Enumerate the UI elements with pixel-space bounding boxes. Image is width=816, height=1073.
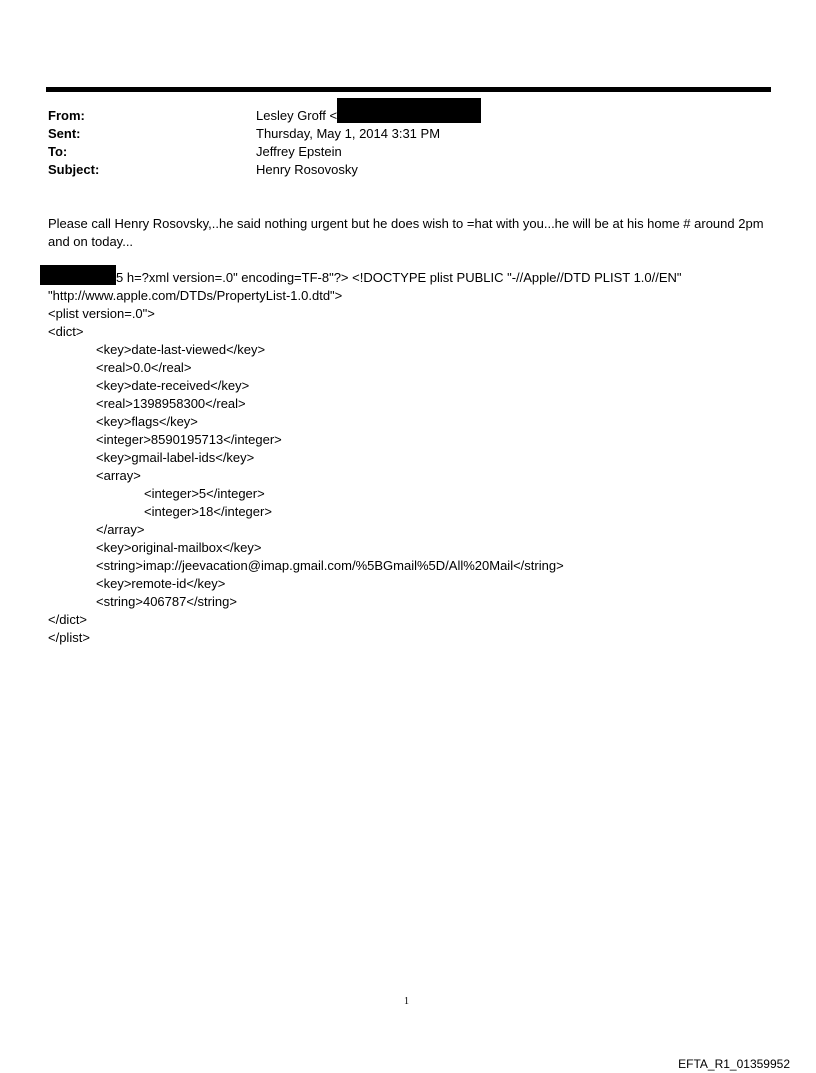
plist-first-line-text: 5 h=?xml version=.0" encoding=TF-8"?> <!DOCTYPE plist PUBLIC "-//Apple//DTD PLIST 1.0//EN" <box>116 270 682 285</box>
plist-line: <real>0.0</real> <box>96 360 192 375</box>
plist-line: <key>date-last-viewed</key> <box>96 342 266 357</box>
sent-value: Thursday, May 1, 2014 3:31 PM <box>256 126 441 141</box>
plist-first-line <box>48 269 788 287</box>
to-label: To: <box>48 144 68 159</box>
sent-label: Sent: <box>48 126 81 141</box>
plist-block <box>48 269 788 647</box>
from-value <box>256 107 481 125</box>
plist-line: <string>406787</string> <box>96 594 237 609</box>
plist-line: <integer>18</integer> <box>144 504 272 519</box>
plist-lines <box>48 287 788 647</box>
plist-line: <key>gmail-label-ids</key> <box>96 450 255 465</box>
bates-id: EFTA_R1_01359952 <box>678 1057 790 1071</box>
plist-line: <array> <box>96 468 141 483</box>
redaction-block <box>337 98 481 123</box>
plist-line: "http://www.apple.com/DTDs/PropertyList-1.0.dtd"> <box>48 288 343 303</box>
plist-line: <integer>8590195713</integer> <box>96 432 282 447</box>
plist-line: <key>original-mailbox</key> <box>96 540 262 555</box>
plist-line: <integer>5</integer> <box>144 486 265 501</box>
subject-value: Henry Rosovosky <box>256 162 358 177</box>
message-body: Please call Henry Rosovsky,..he said nothing urgent but he does wish to =hat with you...he will be at his home # around 2pm and on today... <box>48 216 764 249</box>
to-value: Jeffrey Epstein <box>256 144 342 159</box>
plist-line: </dict> <box>48 612 88 627</box>
plist-line: <real>1398958300</real> <box>96 396 246 411</box>
plist-line: <key>flags</key> <box>96 414 198 429</box>
plist-line: </array> <box>96 522 145 537</box>
plist-line: <plist version=.0"> <box>48 306 155 321</box>
plist-line: <key>date-received</key> <box>96 378 250 393</box>
plist-line: <key>remote-id</key> <box>96 576 226 591</box>
from-name: Lesley Groff < <box>256 108 338 123</box>
plist-line: <string>imap://jeevacation@imap.gmail.com/%5BGmail%5D/All%20Mail</string> <box>96 558 564 573</box>
plist-line: </plist> <box>48 630 90 645</box>
from-label: From: <box>48 108 85 123</box>
subject-label: Subject: <box>48 162 100 177</box>
redaction-block <box>40 265 116 285</box>
header-rule <box>46 87 771 92</box>
plist-line: <dict> <box>48 324 84 339</box>
page-number: 1 <box>404 996 409 1007</box>
